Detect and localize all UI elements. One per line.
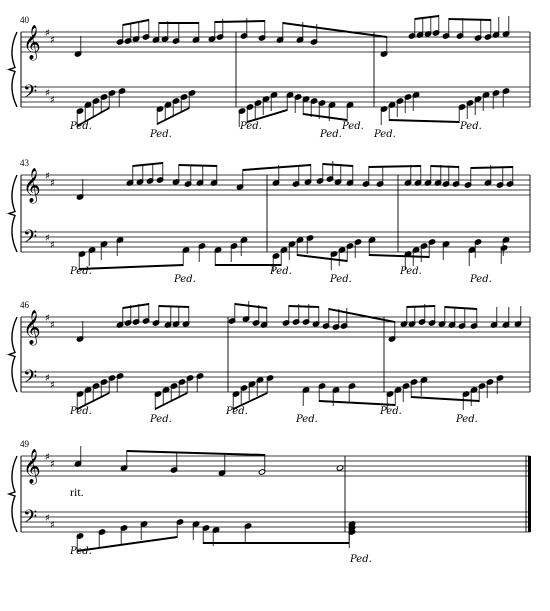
beam [123,19,149,26]
sharp-icon: ♯ [50,240,55,251]
beam [407,305,435,308]
measure-number: 46 [20,300,29,310]
beam [243,164,311,171]
system-brace [9,456,17,532]
sharp-icon: ♯ [50,95,55,106]
beam [471,166,513,169]
pedal-marking: Ped. [270,266,292,277]
pedal-marking: Ped. [460,121,482,132]
sharp-icon: ♯ [50,459,55,470]
pedal-marking: Ped. [70,121,92,132]
treble-clef-icon: 𝄞 [23,310,41,345]
beam [235,303,267,309]
final-barline [528,456,531,532]
pedal-marking: Ped. [320,129,342,140]
beam [297,254,347,262]
beam [215,20,265,23]
beam [323,163,353,167]
pedal-marking: Ped. [150,129,172,140]
pedal-marking: Ped. [296,414,318,425]
sharp-icon: ♯ [45,313,50,324]
bass-clef-icon: 𝄢 [23,367,38,392]
expression-marking: rit. [70,485,84,499]
pedal-marking: Ped. [456,414,478,425]
pedal-marking: Ped. [174,274,196,285]
beam [123,303,149,309]
pedal-marking: Ped. [70,546,92,557]
pedal-marking: Ped. [150,414,172,425]
sharp-icon: ♯ [45,88,50,99]
measure-number: 43 [20,158,29,168]
pedal-marking: Ped. [400,266,422,277]
beam [389,119,459,123]
bass-clef-icon: 𝄢 [23,507,38,532]
beam [159,305,189,308]
treble-clef-icon: 𝄞 [23,25,41,60]
pedal-marking: Ped. [330,274,352,285]
beam [415,15,439,20]
measure-number: 49 [20,439,29,449]
sharp-icon: ♯ [45,28,50,39]
pedal-marking: Ped. [342,121,364,132]
beam [411,396,479,402]
sharp-icon: ♯ [45,513,50,524]
pedal-marking: Ped. [350,554,372,565]
sharp-icon: ♯ [45,452,50,463]
pedal-marking: Ped. [70,266,92,277]
beam [79,264,183,270]
treble-clef-icon: 𝄞 [23,168,41,203]
beam [445,306,477,310]
sharp-icon: ♯ [45,171,50,182]
beam [449,18,491,21]
system-brace [9,175,17,252]
beam [203,542,349,544]
sharp-icon: ♯ [45,233,50,244]
pedal-marking: Ped. [70,406,92,417]
beam [159,22,199,24]
beam [133,162,163,167]
pedal-marking: Ped. [226,406,248,417]
pedal-marking: Ped. [374,129,396,140]
beam [283,22,387,38]
sharp-icon: ♯ [50,178,55,189]
system-brace [9,32,17,107]
measure-number: 40 [20,15,29,25]
beam [289,305,319,308]
beam [127,450,265,456]
bass-clef-icon: 𝄢 [23,227,38,252]
beam [303,113,347,121]
beam [369,165,421,168]
beam [369,254,429,258]
pedal-marking: Ped. [470,274,492,285]
beam [431,165,459,168]
sharp-icon: ♯ [50,320,55,331]
sharp-icon: ♯ [50,380,55,391]
pedal-marking: Ped. [380,406,402,417]
sharp-icon: ♯ [50,35,55,46]
treble-clef-icon: 𝄞 [23,449,41,484]
beam [77,536,177,552]
sharp-icon: ♯ [45,373,50,384]
system-brace [9,317,17,392]
sharp-icon: ♯ [50,520,55,531]
beam [179,164,217,167]
pedal-marking: Ped. [240,121,262,132]
bass-clef-icon: 𝄢 [23,82,38,107]
